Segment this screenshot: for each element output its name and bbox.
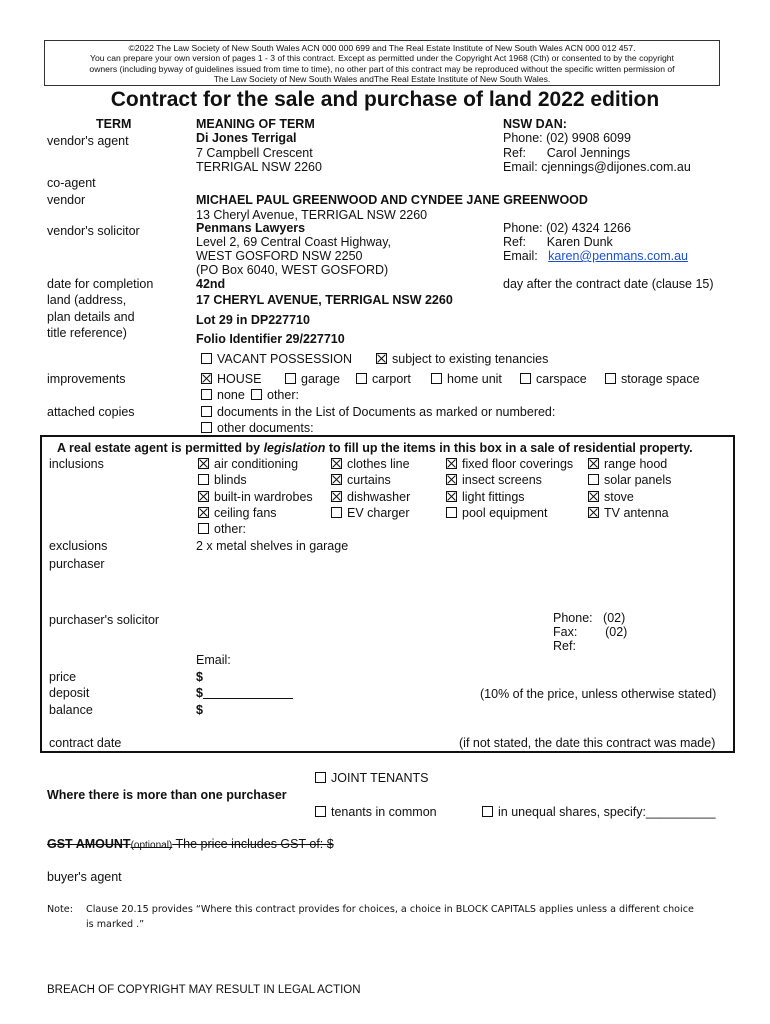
vacant-possession-option[interactable]: VACANT POSSESSION: [201, 352, 352, 366]
note-label: Note:: [47, 904, 73, 915]
inclusion-item[interactable]: solar panels: [588, 473, 671, 487]
vendor-name: MICHAEL PAUL GREENWOOD AND CYNDEE JANE GREENWOOD: [196, 193, 588, 207]
vendors-agent-name: Di Jones Terrigal: [196, 131, 297, 145]
inclusion-item[interactable]: pool equipment: [446, 506, 547, 520]
checkbox-checked[interactable]: [198, 458, 209, 469]
vendors-solicitor-ref: Ref: Karen Dunk: [503, 235, 613, 249]
checkbox[interactable]: [201, 422, 212, 433]
attached-list-option[interactable]: documents in the List of Documents as marked or numbered:: [201, 405, 555, 419]
vendors-solicitor-address: WEST GOSFORD NSW 2250: [196, 249, 363, 263]
meaning-header: MEANING OF TERM: [196, 117, 315, 131]
checkbox[interactable]: [198, 474, 209, 485]
vendors-solicitor-name: Penmans Lawyers: [196, 221, 306, 235]
inclusion-item[interactable]: blinds: [198, 473, 247, 487]
checkbox-checked[interactable]: [588, 491, 599, 502]
improvement-house[interactable]: HOUSE: [201, 372, 261, 386]
completion-value: 42nd: [196, 277, 226, 291]
inclusion-item[interactable]: stove: [588, 490, 634, 504]
gst-amount: GST AMOUNT(optional) The price includes GST of: $: [47, 837, 334, 851]
completion-suffix: day after the contract date (clause 15): [503, 277, 714, 291]
improvement-none[interactable]: none: [201, 388, 245, 402]
improvement-storage-space[interactable]: storage space: [605, 372, 700, 386]
inclusion-item[interactable]: curtains: [331, 473, 391, 487]
deposit-label: deposit: [49, 686, 90, 700]
checkbox-checked[interactable]: [446, 491, 457, 502]
purchasers-solicitor-label: purchaser's solicitor: [49, 613, 160, 627]
inclusion-item[interactable]: clothes line: [331, 457, 410, 471]
deposit-note: (10% of the price, unless otherwise stated): [480, 687, 717, 701]
checkbox[interactable]: [198, 523, 209, 534]
balance-dollar: $: [196, 703, 203, 717]
copyright-line: ©2022 The Law Society of New South Wales ACN 000 000 699 and The Real Estate Institute of New South Wales ACN 000 012 457.: [128, 43, 636, 53]
checkbox-checked[interactable]: [446, 458, 457, 469]
checkbox-checked[interactable]: [588, 458, 599, 469]
vendor-label: vendor: [47, 193, 86, 207]
vendors-solicitor-phone: Phone: (02) 4324 1266: [503, 221, 631, 235]
deposit-field[interactable]: $: [196, 686, 293, 700]
inclusion-item[interactable]: range hood: [588, 457, 667, 471]
checkbox[interactable]: [315, 806, 326, 817]
improvement-carspace[interactable]: carspace: [520, 372, 587, 386]
completion-label: date for completion: [47, 277, 154, 291]
checkbox[interactable]: [251, 389, 262, 400]
vendor-address: 13 Cheryl Avenue, TERRIGAL NSW 2260: [196, 208, 428, 222]
ps-email: Email:: [196, 653, 231, 667]
term-header: TERM: [96, 117, 132, 131]
checkbox[interactable]: [201, 406, 212, 417]
email-link[interactable]: karen@penmans.com.au: [548, 249, 688, 263]
improvement-carport[interactable]: carport: [356, 372, 411, 386]
checkbox-checked[interactable]: [198, 507, 209, 518]
purchaser-label: purchaser: [49, 557, 105, 571]
copyright-line: The Law Society of New South Wales andThe Real Estate Institute of New South Wales.: [213, 74, 551, 85]
nsw-dan-header: NSW DAN:: [503, 117, 567, 131]
inclusion-item[interactable]: built-in wardrobes: [198, 490, 313, 504]
checkbox[interactable]: [356, 373, 367, 384]
improvement-other[interactable]: other:: [251, 388, 299, 402]
attached-other-option[interactable]: other documents:: [201, 421, 314, 435]
land-address: 17 CHERYL AVENUE, TERRIGAL NSW 2260: [196, 293, 453, 307]
agent-box-heading: A real estate agent is permitted by legislation to fill up the items in this box in a sale of residential property.: [57, 441, 693, 455]
ps-fax: Fax: (02): [553, 625, 628, 639]
multiple-purchasers-label: Where there is more than one purchaser: [47, 788, 287, 802]
unequal-shares-option[interactable]: in unequal shares, specify:__________: [482, 805, 716, 819]
improvement-home-unit[interactable]: home unit: [431, 372, 502, 386]
vendors-agent-label: vendor's agent: [47, 134, 129, 148]
inclusion-item[interactable]: insect screens: [446, 473, 542, 487]
improvement-garage[interactable]: garage: [285, 372, 340, 386]
checkbox[interactable]: [201, 353, 212, 364]
inclusion-item[interactable]: dishwasher: [331, 490, 410, 504]
price-dollar: $: [196, 670, 203, 684]
tenancies-option[interactable]: subject to existing tenancies: [376, 352, 548, 366]
footer-warning: BREACH OF COPYRIGHT MAY RESULT IN LEGAL ACTION: [47, 984, 361, 996]
buyers-agent-label: buyer's agent: [47, 870, 122, 884]
checkbox[interactable]: [520, 373, 531, 384]
checkbox-checked[interactable]: [331, 491, 342, 502]
vendors-solicitor-address: (PO Box 6040, WEST GOSFORD): [196, 263, 389, 277]
checkbox-checked[interactable]: [331, 458, 342, 469]
contract-date-label: contract date: [49, 736, 122, 750]
land-label: title reference): [47, 326, 127, 340]
note-text: is marked .”: [86, 919, 145, 930]
inclusion-item[interactable]: air conditioning: [198, 457, 298, 471]
improvements-label: improvements: [47, 372, 126, 386]
checkbox[interactable]: [285, 373, 296, 384]
attached-copies-label: attached copies: [47, 405, 135, 419]
exclusions-value: 2 x metal shelves in garage: [196, 539, 349, 553]
inclusions-label: inclusions: [49, 457, 104, 471]
checkbox[interactable]: [315, 772, 326, 783]
vendors-agent-phone: Phone: (02) 9908 6099: [503, 131, 631, 145]
exclusions-label: exclusions: [49, 539, 108, 553]
note-text: Clause 20.15 provides “Where this contract provides for choices, a choice in BLOCK CAPITALS applies unless a different choice: [86, 904, 694, 915]
ps-ref: Ref:: [553, 639, 576, 653]
inclusion-item[interactable]: EV charger: [331, 506, 410, 520]
checkbox[interactable]: [482, 806, 493, 817]
land-folio: Folio Identifier 29/227710: [196, 332, 345, 346]
inclusion-item[interactable]: light fittings: [446, 490, 525, 504]
page-title: Contract for the sale and purchase of land 2022 edition: [110, 88, 660, 111]
checkbox-checked[interactable]: [201, 373, 212, 384]
copyright-notice: [44, 40, 720, 86]
checkbox[interactable]: [446, 507, 457, 518]
land-lot: Lot 29 in DP227710: [196, 313, 310, 327]
joint-tenants-option[interactable]: JOINT TENANTS: [315, 771, 428, 785]
vendors-agent-address: 7 Campbell Crescent: [196, 146, 313, 160]
checkbox-checked[interactable]: [376, 353, 387, 364]
inclusion-item[interactable]: TV antenna: [588, 506, 669, 520]
checkbox-checked[interactable]: [588, 507, 599, 518]
checkbox[interactable]: [431, 373, 442, 384]
vendors-agent-email: Email: cjennings@dijones.com.au: [503, 160, 691, 174]
copyright-line: owners (including byway of guidelines issued from time to time), no other part of this contract may be reproduced without the specific written permission of: [89, 63, 675, 74]
land-label: plan details and: [47, 310, 135, 324]
ps-phone: Phone: (02): [553, 611, 626, 625]
tenants-in-common-option[interactable]: tenants in common: [315, 805, 437, 819]
checkbox[interactable]: [331, 507, 342, 518]
land-label: land (address,: [47, 293, 127, 307]
checkbox-checked[interactable]: [198, 491, 209, 502]
vendors-solicitor-email: Email: karen@penmans.com.au: [503, 249, 688, 263]
checkbox[interactable]: [588, 474, 599, 485]
inclusion-item[interactable]: other:: [198, 522, 246, 536]
inclusion-item[interactable]: fixed floor coverings: [446, 457, 573, 471]
checkbox[interactable]: [201, 389, 212, 400]
copyright-line: You can prepare your own version of pages 1 - 3 of this contract. Except as permitted under the Copyright Act 1968 (Cth) or consented to by the copyright: [90, 53, 674, 64]
checkbox[interactable]: [605, 373, 616, 384]
vendors-agent-address: TERRIGAL NSW 2260: [196, 160, 322, 174]
vendors-solicitor-address: Level 2, 69 Central Coast Highway,: [196, 235, 392, 249]
vendors-solicitor-label: vendor's solicitor: [47, 224, 140, 238]
inclusion-item[interactable]: ceiling fans: [198, 506, 277, 520]
balance-label: balance: [49, 703, 93, 717]
vendors-agent-ref: Ref: Carol Jennings: [503, 146, 631, 160]
checkbox-checked[interactable]: [331, 474, 342, 485]
price-label: price: [49, 670, 77, 684]
contract-date-note: (if not stated, the date this contract was made): [459, 736, 716, 750]
co-agent-label: co-agent: [47, 176, 96, 190]
checkbox-checked[interactable]: [446, 474, 457, 485]
